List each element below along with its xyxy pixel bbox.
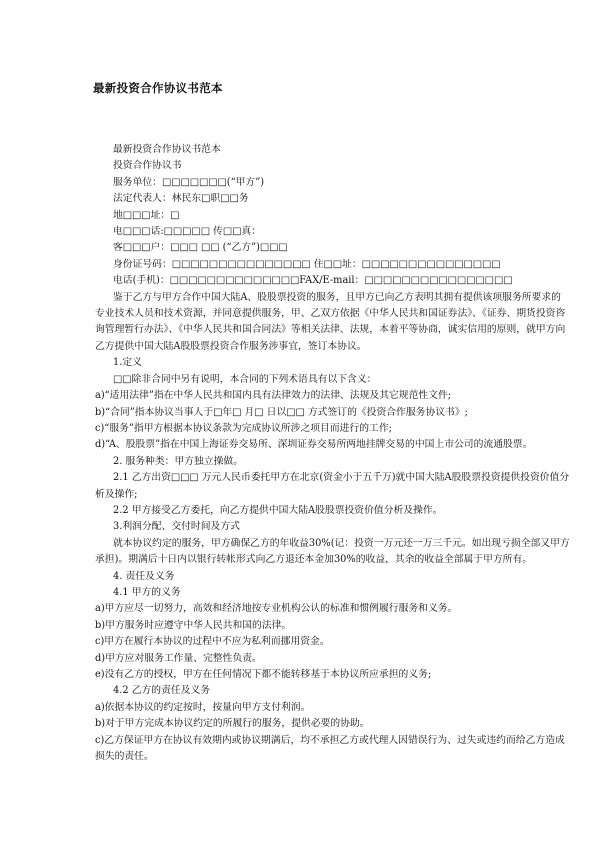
clause-paragraph: 2.1 乙方出资□□□ 万元人民币委托甲方在北京(资金小于五千万)就中国大陆A股股票投资提供投资价值分析及操作; [95,472,570,500]
legal-representative: 法定代表人：林民东□职□□务 [113,193,249,205]
definition-item: c)“服务”指甲方根据本协议条款为完成协议所涉之项目而进行的工作; [95,422,392,434]
subsection-heading: 4.2 乙方的责任及义务 [113,685,211,697]
section-heading: 3.利润分配、交付时间及方式 [113,521,240,533]
party-a-unit: 服务单位：□□□□□□□(“甲方”) [113,176,265,188]
definition-item: a)“适用法律”指在中华人民共和国内具有法律效力的法律、法规及其它规范性文件; [95,390,452,402]
obligation-item: d)甲方应对服务工作量、完整性负责。 [95,652,262,664]
section-heading: 2. 服务种类：甲方独立操做。 [113,455,244,467]
obligation-item: b)对于甲方完成本协议约定的所履行的服务，提供必要的协助。 [95,718,370,730]
party-a-address: 地□□□址：□ [113,209,180,221]
party-b-client: 客□□□户：□□□ □□ (“乙方”)□□□ [113,242,288,254]
definition-item: d)“A、股股票”指在中国上海证券交易所、深圳证券交易所两地挂牌交易的中国上市公司的流通股票。 [95,439,533,451]
doc-heading: 最新投资合作协议书范本 [113,144,221,155]
clause-paragraph: 2.2 甲方接受乙方委托，向乙方提供中国大陆A股股票投资价值分析及操作。 [113,504,443,516]
doc-subheading: 投资合作协议书 [113,160,182,172]
page-title: 最新投资合作协议书范本 [93,81,223,95]
party-a-phone: 电□□□话:□□□□□ 传□□真： [113,226,261,238]
obligation-item: a)依据本协议的约定按时，按量向甲方支付利润。 [95,701,311,713]
obligation-item: b)甲方服务时应遵守中华人民共和国的法律。 [95,619,292,631]
section-heading: 1.定义 [113,357,142,369]
document-body [95,142,570,765]
party-b-contact: 电话(手机)：□□□□□□□□□□□□□□FAX/E-mail：□□□□□□□□□□□□□□□□ [113,275,513,287]
obligation-item: e)没有乙方的授权，甲方在任何情况下都不能转移基于本协议所应承担的义务; [95,669,432,680]
profit-paragraph: 就本协议约定的服务，甲方确保乙方的年收益30%(记：投资一万元还一万三千元。如出现亏损全部又甲方承担)。期满后十日内以银行转帐形式向乙方退还本金加30%的收益，其余的收益全部属于甲方所有。 [95,537,570,566]
definitions-intro: □□除非合同中另有说明，本合同的下列术语具有以下含义： [113,373,377,385]
subsection-heading: 4.1 甲方的义务 [113,586,181,598]
obligation-item: c)甲方在履行本协议的过程中不应为私利而挪用资金。 [95,636,330,648]
definition-item: b)“合同”指本协议当事人于□年□ 月□ 日以□□ 方式签订的《投资合作服务协议书》; [95,406,468,418]
party-b-id: 身份证号码：□□□□□□□□□□□□□□□ 住□□址：□□□□□□□□□□□□□□□ [113,258,501,270]
obligation-item: a)甲方应尽一切努力，高效和经济地按专业机构公认的标准和惯例履行服务和义务。 [95,603,458,615]
section-heading: 4. 责任及义务 [113,570,175,582]
obligation-item: c)乙方保证甲方在协议有效期内或协议期满后，均不承担乙方或代理人因错误行为、过失或违约而给乙方造成损失的责任。 [95,734,565,763]
preamble-paragraph: 鉴于乙方与甲方合作中国大陆A、股股票投资的服务，且甲方已向乙方表明其拥有提供该项服务所要求的专业技术人员和技术资源，并同意提供服务，甲、乙双方依据《中华人民共和国证券法》、《证券、期货投资咨询管理暂行办法》、《中华人民共和国合同法》等相关法律、法规，本着平等协商，诚实信用的原则，就甲方向乙方提供中国大陆A股股票投资合作服务涉事宜，签订本协议。 [95,291,566,352]
